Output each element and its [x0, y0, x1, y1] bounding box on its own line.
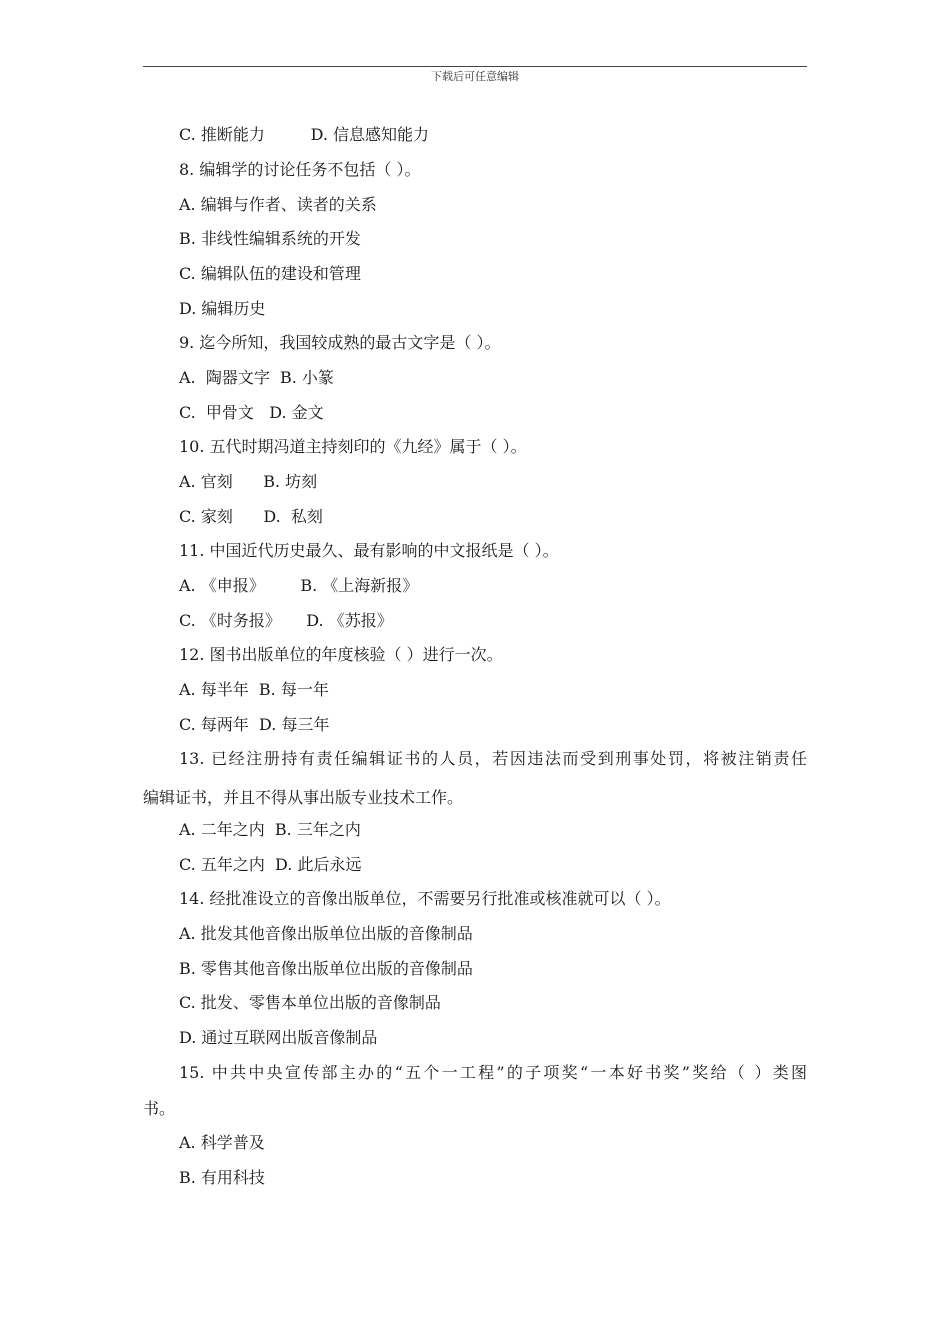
option-14c: C. 批发、零售本单位出版的音像制品: [179, 993, 441, 1012]
question-10: 10. 五代时期冯道主持刻印的《九经》属于（ ）。: [179, 437, 527, 456]
question-14: 14. 经批准设立的音像出版单位，不需要另行批准或核准就可以（ ）。: [179, 889, 671, 908]
option-11ab: A. 《申报》 B. 《上海新报》: [179, 576, 419, 595]
option-14d: D. 通过互联网出版音像制品: [179, 1028, 378, 1047]
option-14a: A. 批发其他音像出版单位出版的音像制品: [179, 924, 473, 943]
question-11: 11. 中国近代历史最久、最有影响的中文报纸是（ ）。: [179, 541, 559, 560]
question-12: 12. 图书出版单位的年度核验（ ）进行一次。: [179, 645, 503, 664]
question-13-line2: 编辑证书，并且不得从事出版专业技术工作。: [143, 788, 464, 807]
option-13cd: C. 五年之内 D. 此后永远: [179, 855, 362, 874]
header-rule: [143, 66, 807, 67]
page-header: 下载后可任意编辑: [431, 70, 519, 83]
option-11cd: C. 《时务报》 D. 《苏报》: [179, 611, 393, 630]
question-8: 8. 编辑学的讨论任务不包括（ ）。: [179, 160, 421, 179]
option-line-7cd: C. 推断能力 D. 信息感知能力: [179, 125, 430, 144]
option-9cd: C. 甲骨文 D. 金文: [179, 403, 324, 422]
question-15-line2: 书。: [143, 1099, 176, 1118]
option-8a: A. 编辑与作者、读者的关系: [179, 195, 377, 214]
option-12ab: A. 每半年 B. 每一年: [179, 680, 329, 699]
question-13-line1: 13. 已经注册持有责任编辑证书的人员，若因违法而受到刑事处罚，将被注销责任: [179, 749, 807, 768]
option-10cd: C. 家刻 D. 私刻: [179, 507, 323, 526]
option-8b: B. 非线性编辑系统的开发: [179, 229, 361, 248]
question-9: 9. 迄今所知，我国较成熟的最古文字是（ ）。: [179, 333, 501, 352]
option-8d: D. 编辑历史: [179, 299, 266, 318]
option-12cd: C. 每两年 D. 每三年: [179, 715, 330, 734]
option-15b: B. 有用科技: [179, 1168, 265, 1187]
question-15-line1: 15. 中共中央宣传部主办的“五个一工程”的子项奖“一本好书奖”奖给（ ）类图: [179, 1063, 807, 1082]
option-8c: C. 编辑队伍的建设和管理: [179, 264, 361, 283]
option-14b: B. 零售其他音像出版单位出版的音像制品: [179, 959, 473, 978]
option-10ab: A. 官刻 B. 坊刻: [179, 472, 318, 491]
option-13ab: A. 二年之内 B. 三年之内: [179, 820, 361, 839]
option-9ab: A. 陶器文字 B. 小篆: [179, 368, 334, 387]
option-15a: A. 科学普及: [179, 1133, 265, 1152]
